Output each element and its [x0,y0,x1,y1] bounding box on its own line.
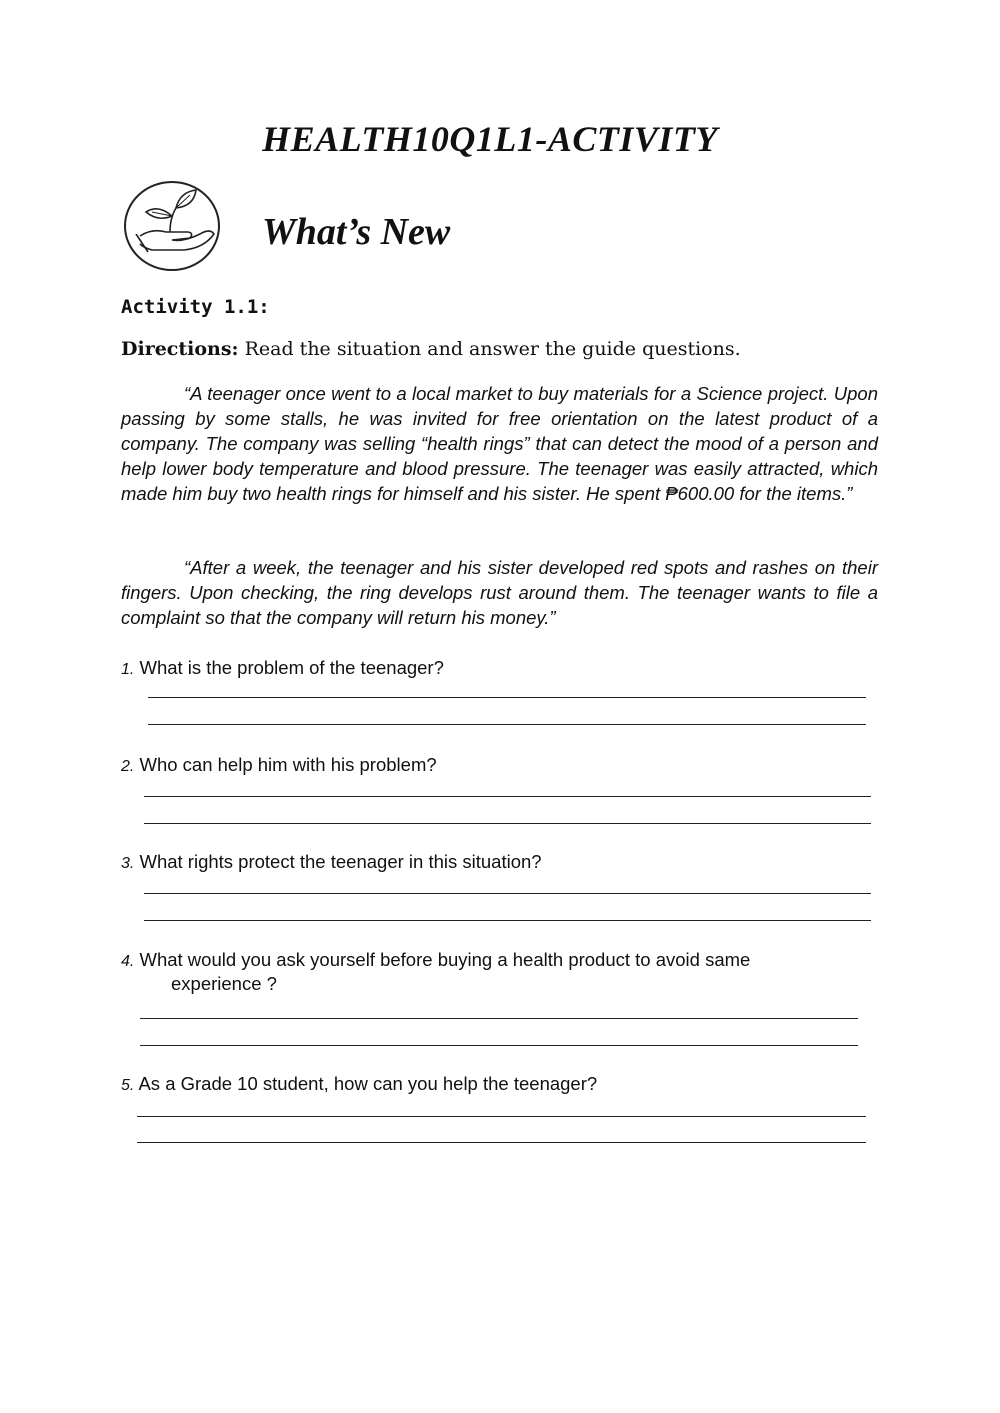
situation-passage-1: “A teenager once went to a local market to buy materials for a Science project. Upon passing by some stalls, he was invited for free orientation on the latest product of a company. The company was selling “health rings” that can detect the mood of a person and help lower body temperature and blood pressure. The teenager was easily attracted, which made him buy two health rings for himself and his sister. He spent ₱600.00 for the items.” [121,383,878,504]
question-text: What rights protect the teenager in this situation? [134,851,542,872]
question-text: What would you ask yourself before buying a health product to avoid same [134,949,751,970]
answer-line[interactable] [148,724,866,725]
question-number: 4. [121,953,135,970]
question-number: 3. [121,855,135,872]
answer-line[interactable] [140,1018,858,1019]
answer-line[interactable] [137,1116,866,1117]
answer-line[interactable] [144,796,871,797]
hand-holding-plant-icon [118,178,226,274]
answer-line[interactable] [144,920,871,921]
directions-text: Read the situation and answer the guide questions. [238,338,741,360]
answer-line[interactable] [144,893,871,894]
situation-passage-2: “After a week, the teenager and his sister developed red spots and rashes on their fingers. Upon checking, the ring develops rust around them. The teenager wants to file a complaint so that the company will return his money.” [121,557,878,628]
question-4-continuation: experience ? [171,973,277,994]
question-number: 2. [121,758,135,775]
question-3 [121,849,542,876]
question-text: What is the problem of the teenager? [134,657,444,678]
question-number: 1. [121,661,135,678]
answer-line[interactable] [140,1045,858,1046]
question-5 [121,1071,597,1098]
question-4 [121,947,750,974]
page-title: HEALTH10Q1L1-ACTIVITY [262,119,718,159]
question-1 [121,655,444,682]
answer-line[interactable] [137,1142,866,1143]
directions [121,338,741,360]
question-number: 5. [121,1077,135,1094]
section-title: What’s New [262,211,451,253]
answer-line[interactable] [148,697,866,698]
answer-line[interactable] [144,823,871,824]
question-text: Who can help him with his problem? [134,754,437,775]
question-text: As a Grade 10 student, how can you help the teenager? [134,1073,598,1094]
question-2 [121,752,437,779]
directions-label: Directions: [121,338,239,360]
activity-label: Activity 1.1: [121,296,270,318]
